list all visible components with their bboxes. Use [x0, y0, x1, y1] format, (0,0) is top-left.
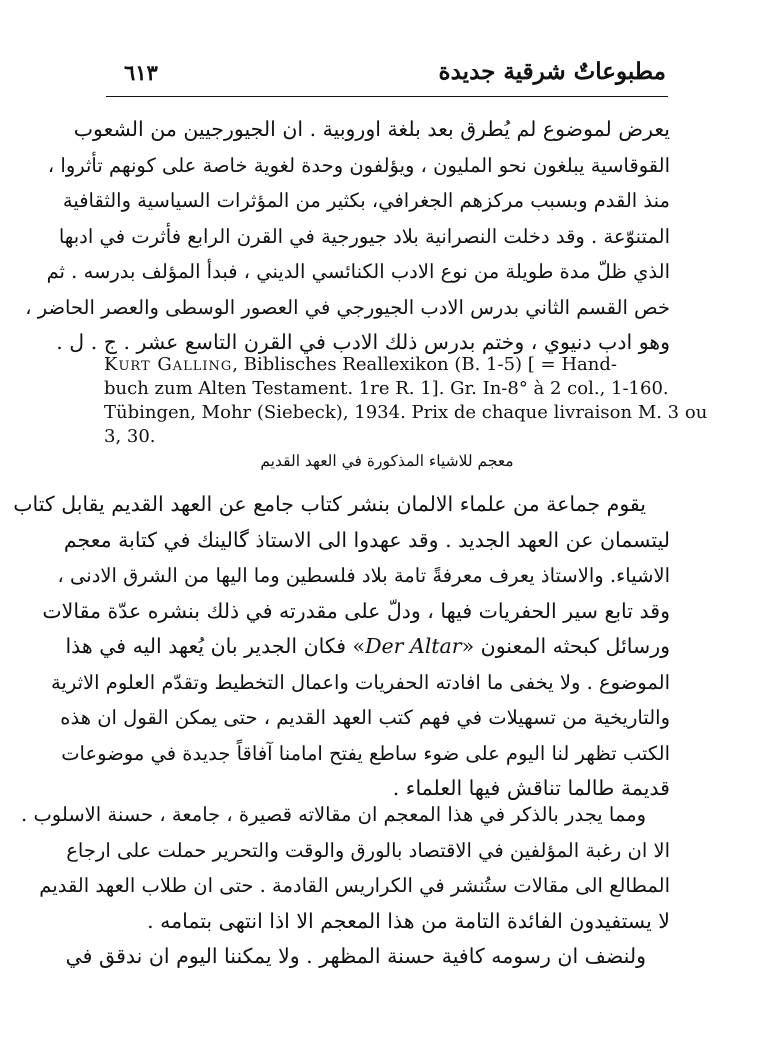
text-line: لا يستفيدون الفائدة التامة من هذا المعجم الا اذا انتهى بتمامه . [147, 908, 670, 933]
text-line: ليتسمان عن العهد الجديد . وقد عهدوا الى الاستاذ گالينك في كتابة معجم [63, 527, 670, 552]
cited-work-title: Der Altar [365, 634, 462, 658]
reference-author: Kurt Galling [104, 354, 233, 375]
paragraph-georgian-literature [25, 112, 670, 361]
review-subtitle: معجم للاشياء المذكورة في العهد القديم [260, 452, 514, 470]
page-header [106, 52, 666, 92]
text-line: ومما يجدر بالذكر في هذا المعجم ان مقالاته قصيرة ، جامعة ، حسنة الاسلوب . [21, 803, 646, 826]
text-line: الكتب تظهر لنا اليوم على ضوء ساطع يفتح امامنا آفاقاً جديدة في موضوعات [61, 741, 670, 765]
text-line: المتنوّعة . وقد دخلت النصرانية بلاد جيورجية في القرن الرابع فأثرت في ادبها [58, 224, 670, 248]
text-line: يقوم جماعة من علماء الالمان بنشر كتاب جامع عن العهد القديم يقابل كتاب [13, 492, 646, 516]
reference-line: buch zum Alten Testament. 1re R. 1]. Gr. In-8° à 2 col., 1-160. [104, 378, 669, 399]
paragraph-lexicon-description [13, 487, 670, 807]
text-line: المطالع الى مقالات ستُنشر في الكراريس القادمة . حتى ان طلاب العهد القديم [39, 874, 670, 897]
page-number: ٦١٣ [124, 60, 158, 85]
text-line: الموضوع . ولا يخفى ما افادته الحفريات واعمال التخطيط وتقدّم العلوم الاثرية [50, 670, 670, 694]
running-title: مطبوعاتٌ شرقية جديدة [438, 58, 666, 85]
reference-line: 3, 30. [104, 426, 156, 447]
text-line: يعرض لموضوع لم يُطرق بعد بلغة اوروبية . ان الجيورجيين من الشعوب [73, 117, 670, 141]
text-line: ولنضف ان رسومه كافية حسنة المظهر . ولا يمكننا اليوم ان ندقق في [65, 944, 646, 968]
text-line: وهو ادب دنيوي ، وختم بدرس ذلك الادب في القرن التاسع عشر . ج . ل . [56, 330, 670, 354]
text-line: قديمة طالما تناقش فيها العلماء . [392, 776, 670, 800]
reference-line: Tübingen, Mohr (Siebeck), 1934. Prix de chaque livraison M. 3 ou [104, 402, 708, 423]
bibliographic-reference [104, 353, 708, 449]
text-line: القوقاسية يبلغون نحو المليون ، ويؤلفون وحدة لغوية خاصة على كونهم تأثروا ، [47, 153, 670, 177]
text-segment: » فكان الجدير بان يُعهد اليه في هذا [65, 634, 366, 658]
reference-line [104, 353, 670, 377]
text-line [65, 629, 670, 665]
text-line: الا ان رغبة المؤلفين في الاقتصاد بالورق والوقت والتحرير حملت على ارجاع [66, 838, 670, 862]
header-rule [106, 96, 668, 97]
text-line: الذي ظلّ مدة طويلة من نوع الادب الكنائسي الديني ، فبدأ المؤلف بدرسه . ثم [46, 260, 670, 283]
text-line: منذ القدم وبسبب مركزهم الجغرافي، بكثير من المؤثرات السياسية والثقافية [62, 189, 670, 212]
reference-title: , Biblisches Reallexikon (B. 1-5) [ = Hand- [232, 354, 617, 375]
text-line: والتاريخية من تسهيلات في فهم كتب العهد القديم ، حتى يمكن القول ان هذه [60, 706, 670, 729]
text-segment: ورسائل كبحثه المعنون « [461, 634, 670, 658]
paragraph-lexicon-evaluation [21, 797, 670, 975]
text-line: وقد تابع سير الحفريات فيها ، ودلّ على مقدرته في ذلك بنشره عدّة مقالات [42, 598, 670, 623]
text-line: الاشياء. والاستاذ يعرف معرفةً تامة بلاد فلسطين وما اليها من الشرق الادنى ، [57, 564, 670, 587]
text-line: خص القسم الثاني بدرس الادب الجيورجي في العصور الوسطى والعصر الحاضر ، [25, 295, 670, 319]
